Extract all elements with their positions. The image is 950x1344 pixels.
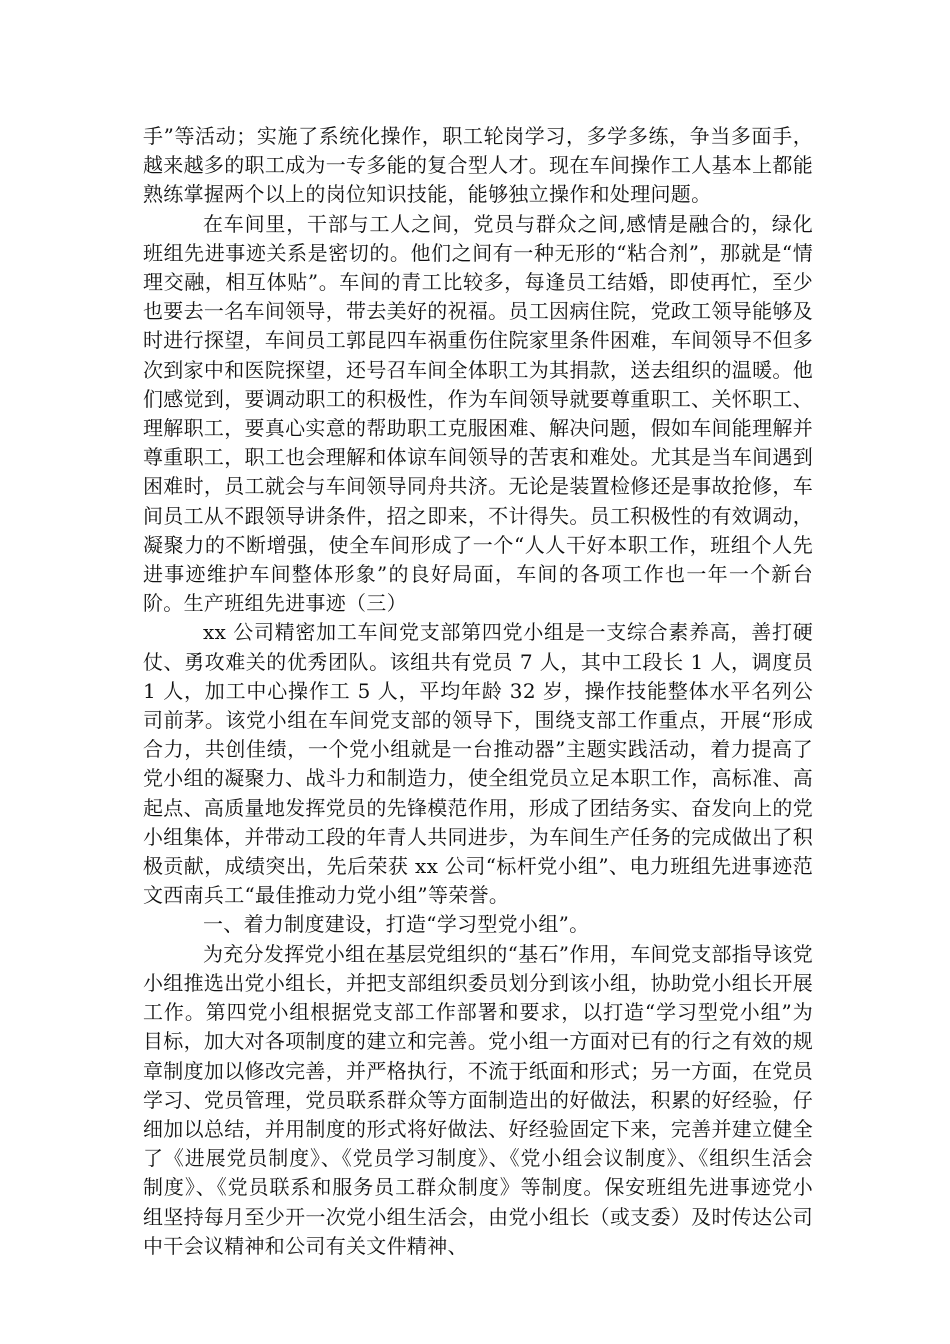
paragraph-2: 在车间里，干部与工人之间，党员与群众之间,感情是融合的，绿化班组先进事迹关系是密切的。他们之间有一种无形的“粘合剂”，那就是“情理交融，相互体贴”。车间的青工比较多，每逢员工结婚，即使再忙，至少也要去一名车间领导，带去美好的祝福。员工因病住院，党政工领导能够及时进行探望，车间员工郭昆四车祸重伤住院家里条件困难，车间领导不但多次到家中和医院探望，还号召车间全体职工为其捐款，送去组织的温暖。他们感觉到，要调动职工的积极性，作为车间领导就要尊重职工、关怀职工、理解职工，要真心实意的帮助职工克服困难、解决问题，假如车间能理解并尊重职工，职工也会理解和体谅车间领导的苦衷和难处。尤其是当车间遇到困难时，员工就会与车间领导同舟共济。无论是装置检修还是事故抢修，车间员工从不跟领导讲条件，招之即来，不计得失。员工积极性的有效调动，凝聚力的不断增强，使全车间形成了一个“人人干好本职工作，班组个人先进事迹维护车间整体形象”的良好局面，车间的各项工作也一年一个新台阶。生产班组先进事迹（三） [143, 211, 813, 616]
paragraph-1: 手”等活动；实施了系统化操作，职工轮岗学习，多学多练，争当多面手，越来越多的职工成为一专多能的复合型人才。现在车间操作工人基本上都能熟练掌握两个以上的岗位知识技能，能够独立操作和处理问题。 [143, 124, 813, 207]
document-page [143, 122, 813, 1261]
paragraph-4: 为充分发挥党小组在基层党组织的“基石”作用，车间党支部指导该党小组推选出党小组长，并把支部组织委员划分到该小组，协助党小组长开展工作。第四党小组根据党支部工作部署和要求，以打造“学习型党小组”为目标，加大对各项制度的建立和完善。党小组一方面对已有的行之有效的规章制度加以修改完善，并严格执行，不流于纸面和形式；另一方面，在党员学习、党员管理，党员联系群众等方面制造出的好做法，积累的好经验，仔细加以总结，并用制度的形式将好做法、好经验固定下来，完善并建立健全了《进展党员制度》、《党员学习制度》、《党小组会议制度》、《组织生活会制度》、《党员联系和服务员工群众制度》等制度。保安班组先进事迹党小组坚持每月至少开一次党小组生活会，由党小组长（或支委）及时传达公司中干会议精神和公司有关文件精神、 [143, 941, 813, 1258]
section-heading: 一、着力制度建设，打造“学习型党小组”。 [203, 912, 590, 937]
paragraph-3: xx 公司精密加工车间党支部第四党小组是一支综合素养高，善打硬仗、勇攻难关的优秀团队。该组共有党员 7 人，其中工段长 1 人，调度员 1 人，加工中心操作工 5 人，平均年龄 32 岁，操作技能整体水平名列公司前茅。该党小组在车间党支部的领导下，围绕支部工作重点，开展“形成合力，共创佳绩，一个党小组就是一台推动器”主题实践活动，着力提高了党小组的凝聚力、战斗力和制造力，使全组党员立足本职工作，高标准、高起点、高质量地发挥党员的先锋模范作用，形成了团结务实、奋发向上的党小组集体，并带动工段的年青人共同进步，为车间生产任务的完成做出了积极贡献，成绩突出，先后荣获 xx 公司“标杆党小组”、电力班组先进事迹范文西南兵工“最佳推动力党小组”等荣誉。 [143, 620, 813, 908]
